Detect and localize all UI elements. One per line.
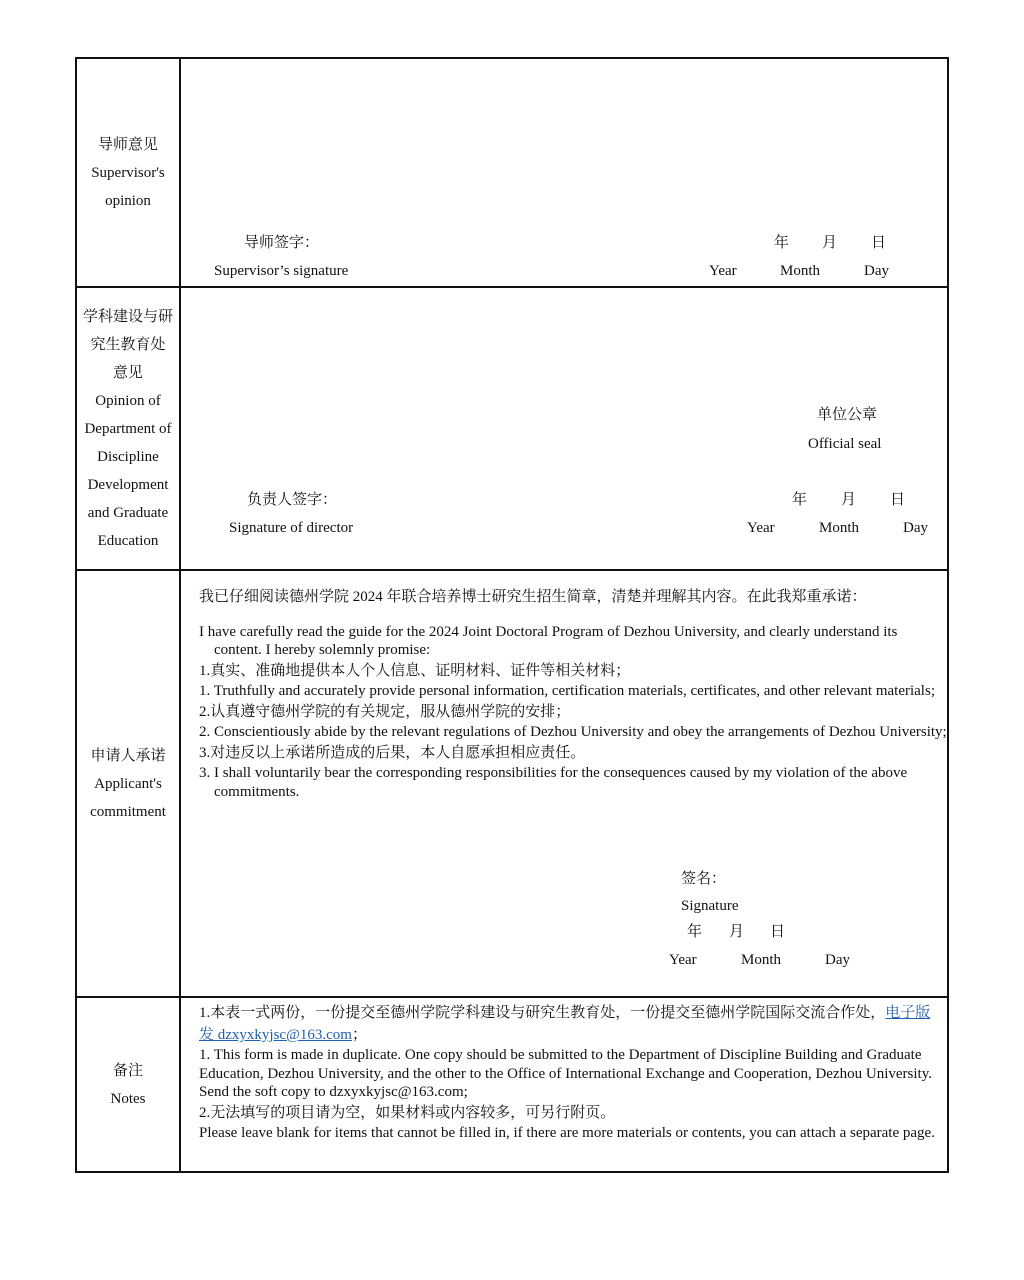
supervisor-signature-label-zh: 导师签字： xyxy=(244,235,320,251)
applicant-commitment-label xyxy=(77,571,181,996)
year-label-zh: 年 xyxy=(792,492,808,508)
note-1-en: 1. This form is made in duplicate. One copy should be submitted to the Department of Discipline Building and Graduate Education, Dezhou University, and the other to the Office of International Exchange and Cooperation, Dezhou University. Send the soft copy to dzxyxkyjsc@163.com; xyxy=(199,1047,932,1100)
label-line: Opinion of xyxy=(95,392,161,409)
notes-label xyxy=(77,998,181,1171)
notes-row xyxy=(77,996,947,1171)
department-opinion-label xyxy=(77,288,181,569)
label-line: and Graduate xyxy=(87,504,169,521)
month-label-en: Month xyxy=(741,952,782,968)
month-label-zh: 月 xyxy=(822,235,838,251)
email-link[interactable]: 电子版发 dzxyxkyjsc@163.com xyxy=(199,1005,931,1043)
commitment-item-1-en: 1. Truthfully and accurately provide personal information, certification materials, certificates, and other relevant materials; xyxy=(199,683,935,699)
note-2-zh: 2.无法填写的项目请为空，如果材料或内容较多，可另行附页。 xyxy=(199,1104,616,1121)
department-opinion-row xyxy=(77,286,947,569)
label-line: Development xyxy=(87,476,169,493)
year-label-zh: 年 xyxy=(687,924,703,940)
supervisor-opinion-field[interactable] xyxy=(181,59,947,286)
commitment-intro-en: I have carefully read the guide for the 2024 Joint Doctoral Program of Dezhou University, and clearly understand its content. I hereby solemnly promise: xyxy=(199,623,898,658)
label-line: 意见 xyxy=(112,364,143,381)
label-line: 究生教育处 xyxy=(90,336,166,353)
label-en: Supervisor's xyxy=(91,164,165,181)
director-signature-label-zh: 负责人签字： xyxy=(247,492,338,508)
note-1-zh-end: ； xyxy=(351,1027,367,1043)
commitment-intro-zh: 我已仔细阅读德州学院 2024 年联合培养博士研究生招生简章，清楚并理解其内容。在此我郑重承诺： xyxy=(199,589,867,605)
day-label-en: Day xyxy=(864,263,889,279)
application-form-table xyxy=(75,57,949,1173)
year-label-en: Year xyxy=(747,520,775,536)
label-line: Department of xyxy=(84,420,172,437)
applicant-signature-label-zh: 签名： xyxy=(681,871,727,887)
day-label-zh: 日 xyxy=(770,924,786,940)
year-label-zh: 年 xyxy=(774,235,790,251)
label-zh: 导师意见 xyxy=(97,136,158,153)
commitment-item-1-zh: 1.真实、准确地提供本人个人信息、证明材料、证件等相关材料； xyxy=(199,662,631,679)
commitment-text xyxy=(199,588,947,801)
supervisor-opinion-label xyxy=(77,59,181,286)
label-line: Discipline xyxy=(97,448,159,465)
month-label-en: Month xyxy=(819,520,860,536)
month-label-zh: 月 xyxy=(841,492,857,508)
note-1-zh-text: 1.本表一式两份，一份提交至德州学院学科建设与研究生教育处，一份提交至德州学院国际交流合作处， xyxy=(199,1005,886,1021)
commitment-item-2-zh: 2.认真遵守德州学院的有关规定，服从德州学院的安排； xyxy=(199,703,571,720)
label-en: Notes xyxy=(110,1090,146,1107)
day-label-en: Day xyxy=(825,952,850,968)
notes-field xyxy=(181,998,947,1171)
note-2-en: Please leave blank for items that cannot be filled in, if there are more materials or contents, you can attach a separate page. xyxy=(199,1125,935,1141)
applicant-commitment-row xyxy=(77,569,947,996)
label-en: commitment xyxy=(90,803,166,820)
applicant-commitment-field xyxy=(181,571,947,996)
supervisor-opinion-row xyxy=(77,59,947,286)
official-seal-label-zh: 单位公章 xyxy=(817,407,878,423)
day-label-zh: 日 xyxy=(890,492,906,508)
label-en: opinion xyxy=(105,192,151,209)
label-zh: 申请人承诺 xyxy=(90,747,166,764)
label-line: Education xyxy=(97,532,159,549)
day-label-en: Day xyxy=(903,520,928,536)
month-label-en: Month xyxy=(780,263,821,279)
applicant-signature-label-en: Signature xyxy=(681,898,739,914)
month-label-zh: 月 xyxy=(729,924,745,940)
commitment-item-3-zh: 3.对违反以上承诺所造成的后果，本人自愿承担相应责任。 xyxy=(199,744,586,761)
official-seal-label-en: Official seal xyxy=(808,436,882,452)
department-opinion-field[interactable] xyxy=(181,288,947,569)
year-label-en: Year xyxy=(709,263,737,279)
day-label-zh: 日 xyxy=(871,235,887,251)
notes-text xyxy=(199,1002,943,1143)
note-1-zh xyxy=(199,1002,943,1046)
label-zh: 备注 xyxy=(112,1062,143,1079)
commitment-item-2-en: 2. Conscientiously abide by the relevant regulations of Dezhou University and obey the arrangements of Dezhou University; xyxy=(199,724,947,740)
label-line: 学科建设与研 xyxy=(82,308,173,325)
label-en: Applicant's xyxy=(94,775,162,792)
director-signature-label-en: Signature of director xyxy=(229,520,354,536)
commitment-item-3-en: 3. I shall voluntarily bear the corresponding responsibilities for the consequences caused by my violation of the above commitments. xyxy=(199,765,908,800)
supervisor-signature-label-en: Supervisor’s signature xyxy=(214,263,349,279)
year-label-en: Year xyxy=(669,952,697,968)
